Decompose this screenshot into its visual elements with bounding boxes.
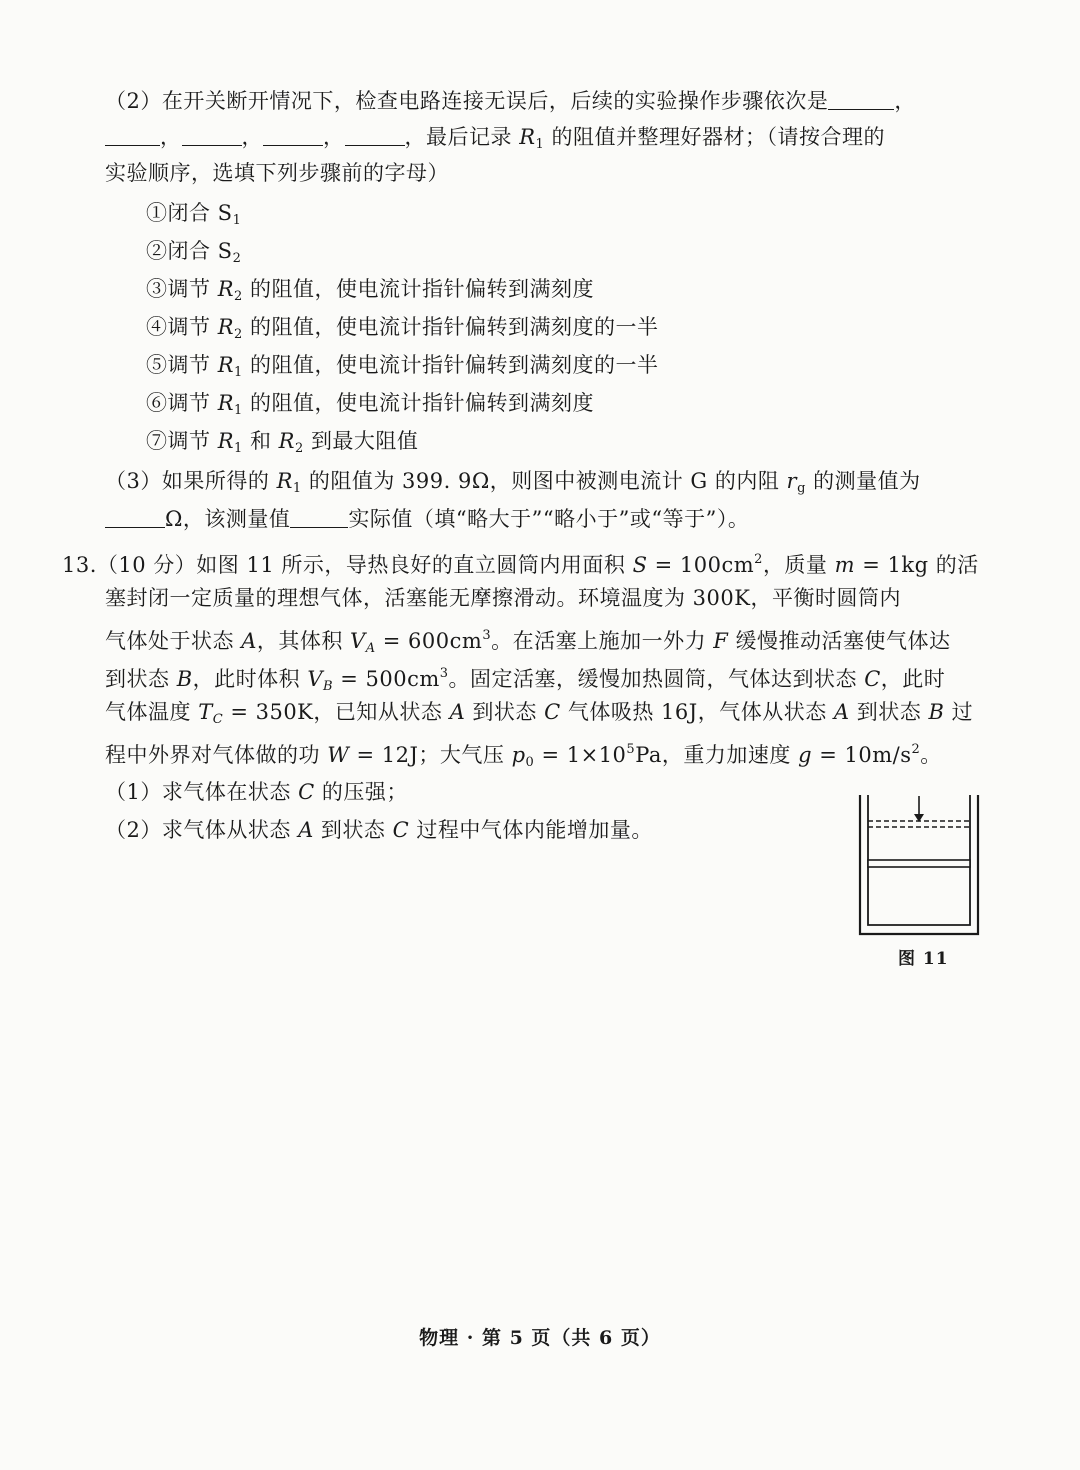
answer-blank[interactable]	[345, 123, 405, 146]
q13-text: 到状态	[105, 667, 170, 691]
step-text: 和	[249, 429, 272, 453]
var-A: A	[241, 629, 257, 653]
var-V: V	[307, 667, 323, 691]
q13-line2	[105, 583, 901, 613]
step-1	[146, 198, 241, 236]
step-text: ④调节	[146, 315, 211, 339]
q13-text: 气体吸热 16J，气体从状态	[567, 700, 827, 724]
q13-text: 到状态	[472, 700, 537, 724]
q13-text: ，其体积	[256, 629, 343, 653]
q13-subq1	[105, 777, 408, 807]
var-R: R	[217, 429, 234, 453]
punct: ，	[323, 125, 345, 149]
step-text: 的阻值，使电流计指针偏转到满刻度	[249, 277, 594, 301]
punct: ，	[160, 125, 182, 149]
var-C: C	[864, 667, 881, 691]
cylinder-piston-figure	[855, 790, 985, 940]
q13-text: = 1×10	[534, 743, 627, 767]
var-A: A	[298, 818, 314, 842]
step-text: ①闭合 S	[146, 201, 233, 225]
var-R: R	[276, 469, 293, 493]
subscript: A	[365, 641, 376, 656]
step-5	[146, 350, 658, 388]
q13-text: ，此时体积	[192, 667, 301, 691]
answer-blank[interactable]	[105, 505, 165, 528]
superscript: 3	[439, 666, 449, 681]
var-A: A	[833, 700, 850, 724]
var-C: C	[544, 700, 561, 724]
q13-text: 。在活塞上施加一外力	[491, 629, 707, 653]
subscript: C	[212, 712, 224, 727]
superscript: 2	[754, 552, 763, 567]
step-text: 的阻值，使电流计指针偏转到满刻度的一半	[249, 315, 659, 339]
var-F: F	[713, 629, 729, 653]
q13-text: （2）求气体从状态	[105, 818, 291, 842]
q13-text: 过	[951, 700, 974, 724]
q13-text: = 100cm	[647, 553, 755, 577]
figure-caption: 图 11	[898, 949, 949, 969]
q13-text: ，此时	[880, 667, 946, 691]
q13-text: = 600cm	[375, 629, 483, 653]
step-text: 的阻值，使电流计指针偏转到满刻度的一半	[249, 353, 659, 377]
var-C: C	[392, 818, 410, 842]
q13-text: = 10m/s	[812, 743, 912, 767]
subscript: 1	[232, 213, 242, 228]
step-4	[146, 312, 658, 350]
var-r: r	[786, 469, 798, 493]
q13-text: = 1kg 的活	[855, 553, 979, 577]
q12-part2-text: 实验顺序，选填下列步骤前的字母）	[105, 161, 449, 185]
subscript: 2	[234, 289, 243, 304]
q13-text: = 350K，已知从状态	[223, 700, 443, 724]
var-R: R	[519, 125, 536, 149]
q13-text: = 12J；大气压	[349, 743, 505, 767]
superscript: 2	[911, 742, 921, 757]
q12-part3-text: 的测量值为	[813, 469, 921, 493]
subscript: 1	[234, 441, 243, 456]
q12-part3-line2	[105, 504, 749, 534]
answer-blank[interactable]	[263, 123, 323, 146]
q12-part3-text: Ω，该测量值	[165, 507, 291, 531]
subscript: 2	[234, 327, 243, 342]
arrow-head-icon	[914, 814, 924, 822]
q13-text: （1）求气体在状态	[105, 780, 291, 804]
superscript: 3	[482, 628, 492, 643]
var-A: A	[449, 700, 466, 724]
q13-text: 到状态	[856, 700, 922, 724]
answer-blank[interactable]	[290, 505, 348, 528]
q13-text: 缓慢推动活塞使气体达	[735, 629, 951, 653]
var-g: g	[798, 743, 813, 767]
q13-text: = 500cm	[333, 667, 440, 691]
q12-part2-line3	[105, 158, 449, 188]
piston	[868, 860, 970, 867]
q13-line3	[105, 621, 951, 664]
var-R: R	[217, 353, 234, 377]
step-text: ⑥调节	[146, 391, 211, 415]
step-text: 到最大阻值	[310, 429, 419, 453]
q13-subq2	[105, 815, 653, 845]
subscript: 0	[525, 755, 535, 770]
subscript: 1	[234, 365, 243, 380]
q13-text: Pa，重力加速度	[635, 743, 791, 767]
q13-text: 。	[920, 743, 942, 767]
page-footer: 物理 · 第 5 页（共 6 页）	[419, 1327, 661, 1349]
superscript: 5	[626, 742, 636, 757]
var-B: B	[176, 667, 193, 691]
step-3	[146, 274, 594, 312]
var-C: C	[298, 780, 315, 804]
subscript: 1	[234, 403, 243, 418]
step-text: 的阻值，使电流计指针偏转到满刻度	[249, 391, 594, 415]
q12-part3-text: （3）如果所得的	[105, 469, 270, 493]
subscript: 2	[232, 251, 242, 266]
q13-line4	[105, 659, 945, 702]
subscript: 2	[294, 441, 304, 456]
var-m: m	[834, 553, 856, 577]
subscript: 1	[292, 481, 302, 496]
var-R: R	[217, 391, 234, 415]
step-6	[146, 388, 594, 426]
step-text: ②闭合 S	[146, 239, 233, 263]
answer-blank[interactable]	[105, 123, 160, 146]
q13-text: 气体温度	[105, 700, 191, 724]
q12-part3-text: 实际值（填“略大于”“略小于”或“等于”）。	[348, 507, 750, 531]
var-S: S	[632, 553, 648, 577]
q12-part2-text: （2）在开关断开情况下，检查电路连接无误后，后续的实验操作步骤依次是	[105, 89, 829, 113]
step-text: ③调节	[146, 277, 211, 301]
q13-text: 塞封闭一定质量的理想气体，活塞能无摩擦滑动。环境温度为 300K，平衡时圆筒内	[105, 586, 901, 610]
q13-text: ，质量	[762, 553, 828, 577]
answer-blank[interactable]	[182, 123, 242, 146]
var-p: p	[511, 743, 526, 767]
var-V: V	[350, 629, 366, 653]
q12-part3-text: 的阻值为 399. 9Ω，则图中被测电流计 G 的内阻	[308, 469, 780, 493]
q12-part2-line1	[105, 86, 916, 116]
q13-text: 气体处于状态	[105, 629, 234, 653]
step-2	[146, 236, 241, 274]
q13-line6	[105, 735, 942, 778]
q13-text: 过程中气体内能增加量。	[416, 818, 653, 842]
q12-part2-text: 的阻值并整理好器材；（请按合理的	[551, 125, 885, 149]
subscript: g	[797, 481, 806, 496]
subscript: B	[322, 679, 334, 694]
q13-text: 程中外界对气体做的功	[105, 743, 320, 767]
var-R: R	[217, 277, 234, 301]
punct: ，	[894, 89, 916, 113]
q13-text: 。固定活塞，缓慢加热圆筒，气体达到状态	[448, 667, 858, 691]
step-7	[146, 426, 418, 464]
punct: ，	[241, 125, 263, 149]
q12-part2-text: ，最后记录	[404, 125, 512, 149]
var-R: R	[217, 315, 234, 339]
subscript: 1	[535, 137, 545, 152]
answer-blank[interactable]	[828, 87, 894, 110]
step-text: ⑤调节	[146, 353, 211, 377]
q13-text: 到状态	[320, 818, 386, 842]
q13-line5	[105, 697, 973, 735]
var-B: B	[928, 700, 945, 724]
q13-text: 的压强；	[321, 780, 408, 804]
step-text: ⑦调节	[146, 429, 211, 453]
var-R: R	[278, 429, 295, 453]
var-T: T	[198, 700, 213, 724]
q12-part2-line2	[105, 122, 885, 160]
q12-part3-line1	[105, 466, 921, 504]
q13-text: 13.（10 分）如图 11 所示，导热良好的直立圆筒内用面积	[62, 553, 626, 577]
q13-line1	[62, 545, 979, 580]
var-W: W	[327, 743, 350, 767]
